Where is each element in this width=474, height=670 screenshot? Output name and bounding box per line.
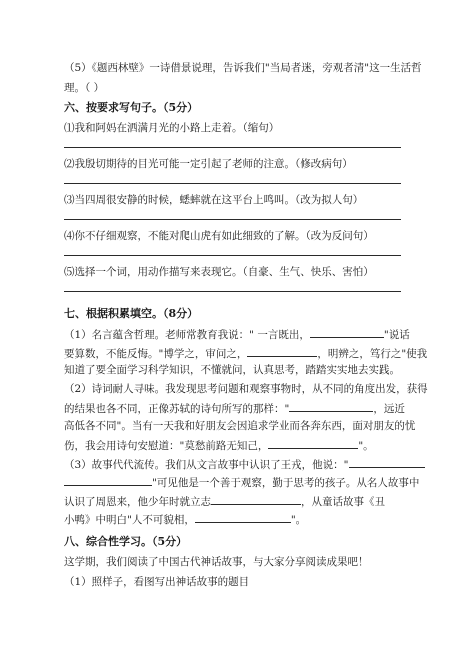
s7-p3-line1 (64, 456, 425, 472)
s7-p2-text-b: 的结果也各不同，正像苏轼的诗句所写的那样：" (64, 403, 290, 415)
section-6-item-4: ⑷你不仔细观察，不能对爬山虎有如此细致的了解。（改为反问句） (64, 230, 374, 242)
blank-6[interactable] (211, 493, 301, 505)
s7-p1-text-b: "说话 (383, 329, 410, 341)
s7-p3-text-c: 认识了周恩来，他少年时就立志 (64, 496, 211, 508)
s7-p2-line3: 高低各不同"。当有一天我和好朋友会因追求学业而各奔东西，面对朋友的忧 (64, 420, 416, 432)
s7-p1-line2 (64, 345, 427, 361)
s7-p3-text-f: "。 (290, 514, 307, 526)
section-6-item-1: ⑴我和阿妈在洒满月光的小路上走着。（缩句） (64, 122, 280, 134)
answer-line-1[interactable] (64, 147, 401, 148)
section-6-item-2: ⑵我殷切期待的目光可能一定引起了老师的注意。（修改病句） (64, 158, 353, 170)
answer-line-3[interactable] (64, 219, 401, 220)
s7-p2-line4 (64, 437, 374, 453)
s7-p1-text-c: 要算数，不能反悔。"博学之，审问之， (64, 348, 248, 360)
s7-p3-line3 (64, 493, 385, 509)
blank-7[interactable] (195, 511, 291, 523)
answer-line-2[interactable] (64, 183, 401, 184)
s7-p3-line2 (64, 474, 419, 490)
blank-4[interactable] (268, 437, 358, 449)
section-6-title: 六、按要求写句子。（5分） (64, 101, 199, 114)
blank-3[interactable] (289, 400, 373, 412)
s7-p2-text-e: 伤，我会用诗句安慰道："莫愁前路无知己， (64, 440, 269, 452)
section-8-title: 八、综合性学习。（5分） (64, 535, 188, 548)
blank-2[interactable] (247, 345, 317, 357)
s7-p1-text-a: （1）名言蕴含哲理。老师常教育我说：" 一言既出， (64, 329, 310, 341)
blank-1[interactable] (310, 326, 384, 338)
s7-p3-text-a: （3）故事代代流传。我们从文言故事中认识了王戎，他说：" (64, 459, 349, 471)
s7-p2-text-f: "。 (358, 440, 374, 452)
q5-line1: （5）《题西林壁》一诗借景说理，告诉我们"当局者迷，旁观者清"这一生活哲 (64, 62, 422, 74)
section-8-q1: （1）照样子，看图写出神话故事的题目 (64, 576, 250, 588)
section-6-item-5: ⑸选择一个词，用动作描写来表现它。（自豪、生气、快乐、害怕） (64, 266, 374, 278)
s7-p3-text-d: ，从童话故事《丑 (301, 496, 385, 508)
s7-p3-text-e: 小鸭》中明白"人不可貌相， (64, 514, 195, 526)
s7-p2-line2 (64, 400, 405, 416)
section-7-title: 七、根据积累填空。（8分） (64, 307, 199, 320)
s7-p1-line1 (64, 326, 410, 342)
s7-p1-text-d: ，明辨之，笃行之"使我 (317, 348, 428, 360)
answer-line-5[interactable] (64, 291, 401, 292)
s7-p2-text-c: ，远近 (373, 403, 405, 415)
blank-5-cont[interactable] (64, 474, 152, 486)
answer-line-4[interactable] (64, 255, 401, 256)
s7-p3-line4 (64, 511, 306, 527)
s7-p2-line1: （2）诗词耐人寻味。我发现思考问题和观察事物时，从不同的角度出发，获得 (64, 383, 428, 395)
section-6-item-3: ⑶当四周很安静的时候，蟋蟀就在这平台上鸣叫。（改为拟人句） (64, 194, 364, 206)
blank-5[interactable] (349, 456, 425, 468)
s7-p3-text-b: "可见他是一个善于观察，勤于思考的孩子。从名人故事中 (152, 477, 420, 489)
section-8-intro: 这学期，我们阅读了中国古代神话故事，与大家分享阅读成果吧！ (64, 556, 369, 568)
q5-line2: 理。（ ） (64, 82, 105, 94)
s7-p1-line3: 知道了要全面学习科学知识，不懂就问，认真思考，踏踏实实地去实践。 (64, 364, 400, 376)
